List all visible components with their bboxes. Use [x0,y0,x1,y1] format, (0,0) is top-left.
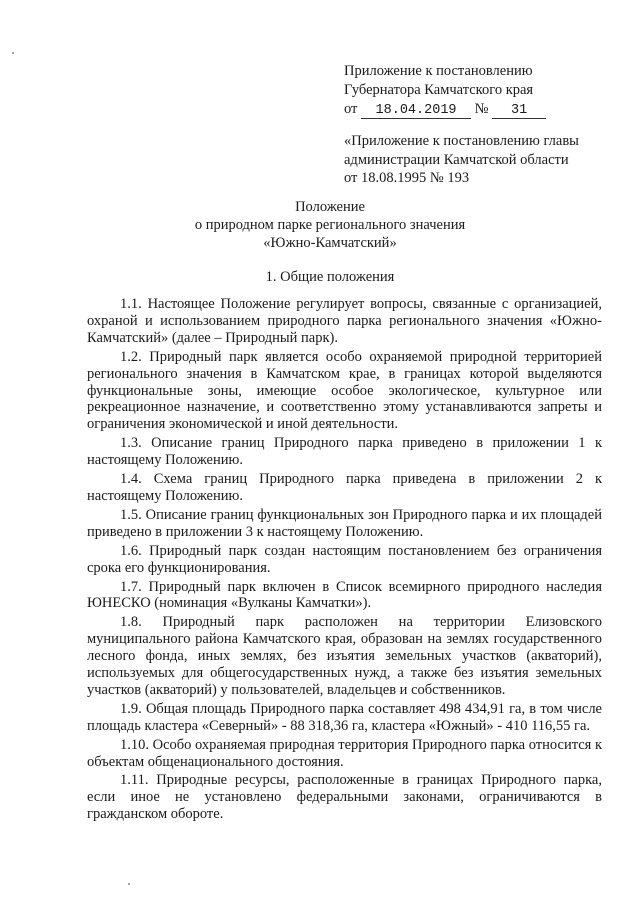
paragraph-1-3: 1.3. Описание границ Природного парка приведено в приложении 1 к настоящему Положению. [87,435,602,469]
paragraph-1-4: 1.4. Схема границ Природного парка приведена в приложении 2 к настоящему Положению. [87,471,602,504]
approval-date-line [344,100,604,119]
paragraph-1-8: 1.8. Природный парк расположен на территории Елизовского муниципального района Камчатского края, образован на землях государственного лесного фонда, иных землях, без изъятия земельных участков (акваторий), используемых для общегосударственных нужд, а также без изъятия земельных участков (акваторий) у пользователей, владельцев и собственников. [87,614,602,698]
paragraph-1-10: 1.10. Особо охраняемая природная территория Природного парка относится к объектам общенационального достояния. [87,736,602,770]
prior-line-3: от 18.08.1995 № 193 [344,170,470,186]
approval-date: 18.04.2019 [361,104,471,119]
approval-line-1: Приложение к постановлению [344,63,533,79]
title-line-3: «Южно-Камчатский» [263,235,397,251]
prior-line-2: администрации Камчатской области [344,151,569,168]
approval-line-2: Губернатора Камчатского края [344,82,534,98]
section-heading: 1. Общие положения [265,269,395,285]
paragraph-1-6: 1.6. Природный парк создан настоящим постановлением без ограничения срока его функционирования. [87,542,602,576]
approval-block [344,62,604,119]
paragraph-1-1: 1.1. Настоящее Положение регулирует вопросы, связанные с организацией, охраной и использованием природного парка регионального значения «Южно-Камчатский» (далее – Природный парк). [87,296,602,346]
paragraph-1-5: 1.5. Описание границ функциональных зон Природного парка и их площадей приведено в приложении 3 к настоящему Положению. [87,506,602,540]
paragraph-1-7: 1.7. Природный парк включен в Список всемирного природного наследия ЮНЕСКО (номинация «Вулканы Камчатки»). [87,578,602,612]
title-line-2: о природном парке регионального значения [194,217,466,233]
scan-speck [128,883,130,885]
document-title [100,198,560,252]
title-line-1: Положение [295,199,365,215]
prior-reference-block [344,132,614,188]
scan-speck [12,52,14,54]
approval-from-label: от [344,101,358,117]
paragraph-1-11: 1.11. Природные ресурсы, расположенные в границах Природного парка, если иное не установлено федеральными законами, ограничиваются в гражданском обороте. [87,772,602,823]
approval-number-label: № [474,101,489,117]
section-body [87,296,602,825]
paragraph-1-2: 1.2. Природный парк является особо охраняемой природной территорией регионального значения в Камчатском крае, в границах которой выделяются функциональные зоны, имеющие особое экологическое, культурное или рекреационное назначение, и соответственно этому устанавливаются запреты и ограничения экономической и иной деятельности. [87,348,602,433]
prior-line-1: «Приложение к постановлению главы [344,133,579,149]
approval-number: 31 [492,104,546,119]
paragraph-1-9: 1.9. Общая площадь Природного парка составляет 498 434,91 га, в том числе площадь кластера «Северный» - 88 318,36 га, кластера «Южный» - 410 116,55 га. [87,700,602,734]
